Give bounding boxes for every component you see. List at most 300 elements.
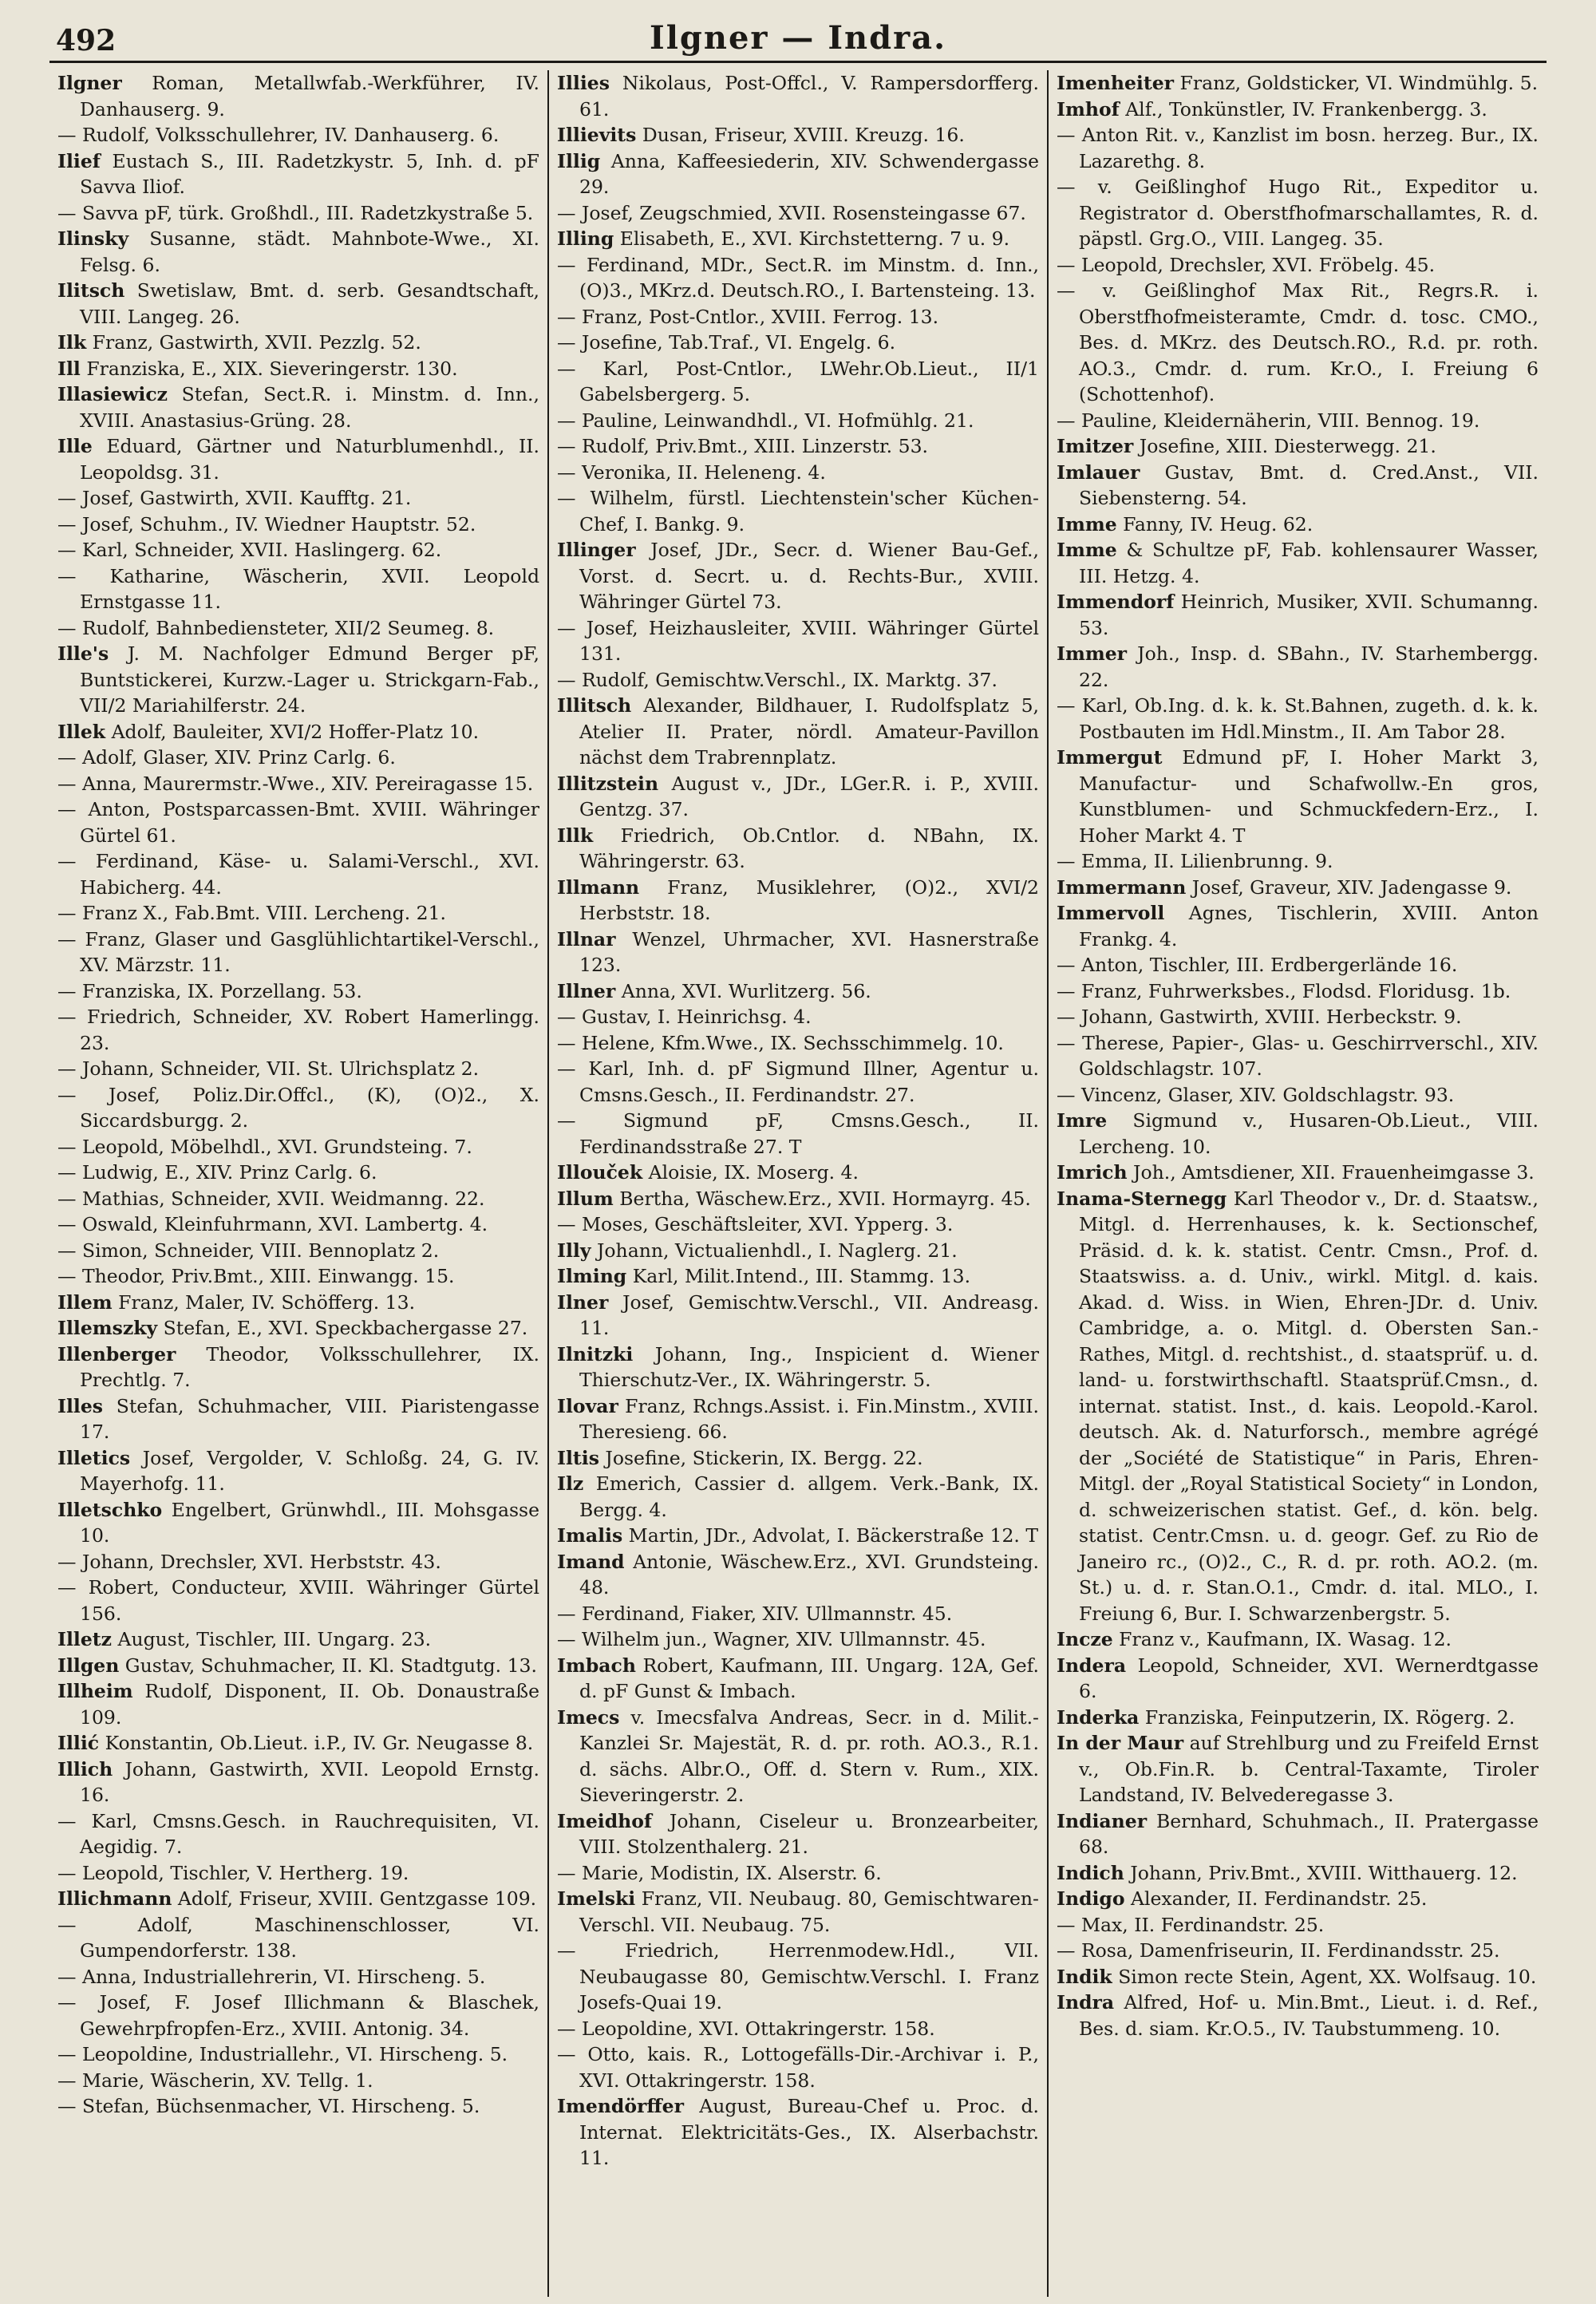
entry-details: Sigmund v., Husaren-Ob.Lieut., VIII. Lercheng. 10. xyxy=(1079,1109,1539,1158)
entry-details: — Karl, Schneider, XVII. Haslingerg. 62. xyxy=(57,539,442,561)
entry-details: — Friedrich, Herrenmodew.Hdl., VII. Neubaugasse 80, Gemischtw.Verschl. I. Franz Josefs-Quai 19. xyxy=(557,1939,1039,2014)
entry-details: — Adolf, Maschinenschlosser, VI. Gumpendorferstr. 138. xyxy=(57,1913,539,1962)
directory-entry xyxy=(57,1004,539,1056)
entry-surname: Illić xyxy=(57,1732,100,1754)
entry-details: Rudolf, Disponent, II. Ob. Donaustraße 109. xyxy=(80,1680,539,1729)
directory-entry xyxy=(57,978,539,1005)
directory-entry xyxy=(557,771,1039,823)
entry-details: — Anton, Postsparcassen-Bmt. XVIII. Währinger Gürtel 61. xyxy=(57,798,539,847)
directory-entry xyxy=(57,330,539,356)
directory-entry xyxy=(557,1004,1039,1030)
directory-entry xyxy=(557,667,1039,694)
entry-surname: Indigo xyxy=(1057,1887,1125,1910)
entry-surname: Illetschko xyxy=(57,1498,163,1521)
directory-entry xyxy=(1057,875,1539,901)
directory-entry xyxy=(57,122,539,148)
entry-details: — Marie, Modistin, IX. Alserstr. 6. xyxy=(557,1861,882,1884)
entry-details: Fanny, IV. Heug. 62. xyxy=(1116,512,1314,535)
directory-entry xyxy=(557,433,1039,460)
directory-entry xyxy=(557,122,1039,148)
directory-entry xyxy=(57,200,539,227)
directory-entry xyxy=(1057,952,1539,978)
entry-details: — Friedrich, Schneider, XV. Robert Hamerlingg. 23. xyxy=(57,1006,539,1054)
column-1 xyxy=(49,70,547,2297)
entry-surname: Imelski xyxy=(557,1887,636,1910)
directory-entry xyxy=(1057,1626,1539,1653)
directory-entry xyxy=(57,70,539,122)
directory-entry xyxy=(1057,122,1539,174)
directory-entry xyxy=(57,356,539,382)
entry-surname: Immendorf xyxy=(1057,591,1175,613)
directory-entry xyxy=(557,1160,1039,1186)
entry-surname: Ilk xyxy=(57,331,87,354)
entry-surname: Illnar xyxy=(557,927,616,950)
entry-details: Johann, Ing., Inspicient d. Wiener Thierschutz-Ver., IX. Währingerstr. 5. xyxy=(579,1342,1039,1391)
directory-entry xyxy=(1057,433,1539,460)
entry-surname: Indera xyxy=(1057,1654,1127,1677)
entry-details: Dusan, Friseur, XVIII. Kreuzg. 16. xyxy=(636,124,965,146)
directory-entry xyxy=(557,1626,1039,1653)
entry-details: — Josef, F. Josef Illichmann & Blaschek, Gewehrpfropfen-Erz., XVIII. Antonig. 34. xyxy=(57,1991,539,2040)
entry-details: August, Bureau-Chef u. Proc. d. Internat. Elektricitäts-Ges., IX. Alserbachstr. 11. xyxy=(579,2095,1039,2169)
entry-details: Karl, Milit.Intend., III. Stammg. 13. xyxy=(626,1265,971,1287)
entry-surname: Ilgner xyxy=(57,72,122,94)
directory-entry xyxy=(57,226,539,278)
directory-entry xyxy=(57,1134,539,1160)
entry-details: Wenzel, Uhrmacher, XVI. Hasnerstraße 123. xyxy=(579,927,1039,976)
entry-details: — Josef, Zeugschmied, XVII. Rosensteingasse 67. xyxy=(557,201,1026,224)
entry-details: Stefan, Schuhmacher, VIII. Piaristengasse 17. xyxy=(80,1394,539,1443)
entry-surname: Illgen xyxy=(57,1654,120,1677)
directory-entry xyxy=(1057,1082,1539,1109)
entry-surname: Iltis xyxy=(557,1446,599,1469)
directory-entry xyxy=(1057,1808,1539,1860)
directory-entry xyxy=(1057,745,1539,848)
entry-details: — Pauline, Kleidernäherin, VIII. Bennog. 19. xyxy=(1057,409,1480,432)
directory-entry xyxy=(57,1160,539,1186)
column-2 xyxy=(547,70,1047,2297)
entry-details: auf Strehlburg und zu Freifeld Ernst v., Ob.Fin.R. b. Central-Taxamte, Tiroler Landstand, IV. Belvederegasse 3. xyxy=(1079,1732,1539,1806)
entry-details: Franziska, E., XIX. Sieveringerstr. 130. xyxy=(80,357,458,380)
directory-entry xyxy=(1057,1705,1539,1731)
directory-entry xyxy=(557,875,1039,927)
entry-surname: Immergut xyxy=(1057,746,1163,769)
entry-details: Josefine, XIII. Diesterwegg. 21. xyxy=(1133,435,1436,457)
directory-entry xyxy=(1057,1912,1539,1938)
directory-entry xyxy=(57,927,539,978)
entry-details: Anna, Kaffeesiederin, XIV. Schwendergasse 29. xyxy=(579,149,1039,198)
entry-details: — Rudolf, Volksschullehrer, IV. Danhauserg. 6. xyxy=(57,124,500,146)
entry-details: — Emma, II. Lilienbrunng. 9. xyxy=(1057,850,1333,872)
directory-entry xyxy=(57,1886,539,1912)
entry-details: Alexander, Bildhauer, I. Rudolfsplatz 5, Atelier II. Prater, nördl. Amateur-Pavillon nächst dem Trabrennplatz. xyxy=(579,694,1039,769)
entry-details: — Ferdinand, MDr., Sect.R. im Minstm. d. Inn., (O)3., MKrz.d. Deutsch.RO., I. Bartensteing. 13. xyxy=(557,253,1039,302)
directory-entry xyxy=(57,1186,539,1212)
entry-details: — Josef, Poliz.Dir.Offcl., (K), (O)2., X. Siccardsburgg. 2. xyxy=(57,1083,539,1132)
entry-details: — Adolf, Glaser, XIV. Prinz Carlg. 6. xyxy=(57,746,396,769)
directory-entry xyxy=(1057,1938,1539,1964)
entry-details: Eustach S., III. Radetzkystr. 5, Inh. d. pF Savva Iliof. xyxy=(80,149,539,198)
directory-entry xyxy=(1057,70,1539,97)
entry-details: — Ferdinand, Fiaker, XIV. Ullmannstr. 45. xyxy=(557,1602,953,1625)
entry-surname: Inama-Sternegg xyxy=(1057,1187,1227,1210)
entry-details: Karl Theodor v., Dr. d. Staatsw., Mitgl. d. Herrenhauses, k. k. Sectionschef, Präsid. d. k. k. statist. Centr. Cmsn., Prof. d. Staatswiss. a. d. Univ., wirkl. Mitgl. d. kais. Akad. d. Wiss. in Wien, Ehren-JDr. d. Univ. Cambridge, a. o. Mitgl. d. Obersten San.-Rathes, Mitgl. d. rechtshist., d. staatsprüf. u. d. land- u. forstwirthschaftl. Staatsprüf.Cmsn., d. internat. statist. Inst., d. kais. Leopold.-Karol. deutsch. Ak. d. Naturforsch., membre agrégé der „Société de Statistique“ in Paris, Ehren-Mitgl. der „Royal Statistical Society“ in London, d. schweizerischen statist. Gef., d. kön. belg. statist. Centr.Cmsn. u. d. geogr. Gef. zu Rio de Janeiro rc., (O)2., C., R. d. pr. roth. AO.2. (m. St.) u. d. r. Stan.O.1., Cmdr. d. ital. MLO., I. Freiung 6, Bur. I. Schwarzenbergstr. 5. xyxy=(1079,1187,1539,1625)
entry-surname: Imenheiter xyxy=(1057,72,1175,94)
entry-details: Joh., Amtsdiener, XII. Frauenheimgasse 3. xyxy=(1127,1161,1535,1184)
entry-details: Josefine, Stickerin, IX. Bergg. 22. xyxy=(598,1446,923,1469)
directory-entry xyxy=(57,433,539,485)
directory-entry xyxy=(557,1030,1039,1057)
entry-details: Engelbert, Grünwhdl., III. Mohsgasse 10. xyxy=(80,1498,539,1547)
directory-entry xyxy=(557,1705,1039,1808)
entry-details: Josef, Graveur, XIV. Jadengasse 9. xyxy=(1186,875,1512,899)
entry-details: Eduard, Gärtner und Naturblumenhdl., II. Leopoldsg. 31. xyxy=(80,435,539,484)
entry-details: — Ferdinand, Käse- u. Salami-Verschl., XVI. Habicherg. 44. xyxy=(57,850,539,899)
entry-details: — Leopoldine, Industriallehr., VI. Hirscheng. 5. xyxy=(57,2043,508,2065)
entry-details: — Marie, Wäscherin, XV. Tellg. 1. xyxy=(57,2069,373,2092)
directory-entry xyxy=(557,1523,1039,1549)
directory-entry xyxy=(1057,537,1539,589)
directory-entry xyxy=(557,1445,1039,1472)
directory-entry xyxy=(57,1575,539,1626)
entry-surname: Illner xyxy=(557,979,616,1002)
entry-surname: Illig xyxy=(557,149,601,172)
directory-entry xyxy=(557,2041,1039,2093)
entry-details: Elisabeth, E., XVI. Kirchstetterng. 7 u. 9. xyxy=(614,227,1010,250)
directory-entry xyxy=(557,408,1039,434)
entry-surname: Imendörffer xyxy=(557,2095,685,2117)
entry-surname: Illmann xyxy=(557,875,640,899)
entry-surname: Ille xyxy=(57,435,93,457)
directory-entry xyxy=(57,1497,539,1549)
page-header xyxy=(49,14,1547,63)
entry-surname: In der Maur xyxy=(1057,1732,1184,1754)
directory-entry xyxy=(57,512,539,538)
entry-surname: Ilief xyxy=(57,149,101,172)
directory-entry xyxy=(557,356,1039,408)
entry-surname: Illemszky xyxy=(57,1317,158,1339)
entry-details: Gustav, Bmt. d. Cred.Anst., VII. Siebensterng. 54. xyxy=(1079,460,1539,509)
directory-entry xyxy=(1057,252,1539,279)
directory-entry xyxy=(57,1549,539,1575)
entry-surname: Illek xyxy=(57,720,106,743)
entry-surname: Illievits xyxy=(557,124,637,146)
directory-entry xyxy=(57,1964,539,1990)
directory-entry xyxy=(1057,1004,1539,1030)
entry-details: Stefan, E., XVI. Speckbachergasse 27. xyxy=(157,1317,528,1339)
entry-details: Franziska, Feinputzerin, IX. Rögerg. 2. xyxy=(1139,1705,1515,1729)
entry-details: Martin, JDr., Advolat, I. Bäckerstraße 12. T xyxy=(622,1524,1039,1547)
directory-entry xyxy=(57,771,539,797)
entry-details: — Rosa, Damenfriseurin, II. Ferdinandsstr. 25. xyxy=(1057,1939,1500,1962)
entry-details: — Franz, Fuhrwerksbes., Flodsd. Floridusg. 1b. xyxy=(1057,979,1511,1002)
directory-entry xyxy=(557,1653,1039,1705)
directory-entry xyxy=(557,1056,1039,1108)
entry-surname: Illetics xyxy=(57,1446,131,1469)
entry-surname: Imme xyxy=(1057,539,1117,561)
directory-entry xyxy=(1057,693,1539,745)
entry-surname: Ille's xyxy=(57,642,109,665)
entry-surname: Illing xyxy=(557,227,614,250)
directory-entry xyxy=(557,330,1039,356)
entry-surname: Ilinsky xyxy=(57,227,129,250)
entry-surname: Illichmann xyxy=(57,1887,172,1910)
entry-details: Swetislaw, Bmt. d. serb. Gesandtschaft, VIII. Langeg. 26. xyxy=(80,279,539,328)
directory-entry xyxy=(557,460,1039,486)
directory-entry xyxy=(57,1860,539,1887)
entry-details: — Karl, Cmsns.Gesch. in Rauchrequisiten, VI. Aegidig. 7. xyxy=(57,1809,539,1858)
entry-details: — Johann, Drechsler, XVI. Herbststr. 43. xyxy=(57,1550,441,1573)
entry-surname: Imand xyxy=(557,1550,625,1573)
directory-entry xyxy=(57,1211,539,1238)
entry-details: — Rudolf, Bahnbediensteter, XII/2 Seumeg. 8. xyxy=(57,616,495,639)
entry-details: — Karl, Inh. d. pF Sigmund Illner, Agentur u. Cmsns.Gesch., II. Ferdinandstr. 27. xyxy=(557,1057,1039,1106)
entry-details: — Simon, Schneider, VIII. Bennoplatz 2. xyxy=(57,1239,440,1262)
directory-entry xyxy=(57,278,539,330)
directory-entry xyxy=(557,1342,1039,1393)
directory-entry xyxy=(1057,1886,1539,1912)
entry-surname: Immervoll xyxy=(1057,902,1165,924)
directory-entry xyxy=(57,1757,539,1808)
entry-details: — Karl, Post-Cntlor., LWehr.Ob.Lieut., II/1 Gabelsbergerg. 5. xyxy=(557,357,1039,405)
entry-details: — Franz, Glaser und Gasglühlichtartikel-Verschl., XV. Märzstr. 11. xyxy=(57,927,539,976)
entry-details: — Franz X., Fab.Bmt. VIII. Lercheng. 21. xyxy=(57,902,447,924)
entry-surname: Illitzstein xyxy=(557,772,659,795)
directory-entry xyxy=(57,719,539,745)
directory-entry xyxy=(557,252,1039,304)
entry-details: J. M. Nachfolger Edmund Berger pF, Buntstickerei, Kurzw.-Lager u. Strickgarn-Fab., VII/2 Mariahilferstr. 24. xyxy=(80,642,539,717)
directory-entry xyxy=(1057,1108,1539,1160)
directory-entry xyxy=(57,2068,539,2094)
directory-entry xyxy=(557,148,1039,200)
directory-entry xyxy=(1057,408,1539,434)
entry-details: — Theodor, Priv.Bmt., XIII. Einwangg. 15. xyxy=(57,1265,455,1287)
directory-entry xyxy=(557,927,1039,978)
directory-entry xyxy=(1057,174,1539,252)
entry-surname: Imlauer xyxy=(1057,460,1140,484)
entry-details: — Anton, Tischler, III. Erdbergerlände 16. xyxy=(1057,954,1458,976)
entry-surname: Imitzer xyxy=(1057,435,1134,457)
entry-details: Leopold, Schneider, XVI. Wernerdtgasse 6. xyxy=(1079,1654,1539,1702)
directory-entry xyxy=(557,226,1039,252)
directory-entry xyxy=(1057,1653,1539,1705)
directory-entry xyxy=(57,1808,539,1860)
entry-surname: Illk xyxy=(557,824,594,847)
directory-entry xyxy=(57,1990,539,2041)
entry-details: Bertha, Wäschew.Erz., XVII. Hormayrg. 45. xyxy=(613,1187,1031,1210)
entry-surname: Immermann xyxy=(1057,875,1187,899)
entry-surname: Indich xyxy=(1057,1861,1124,1884)
entry-details: — Savva pF, türk. Großhdl., III. Radetzkystraße 5. xyxy=(57,201,534,224)
directory-entry xyxy=(557,1211,1039,1238)
entry-surname: Indianer xyxy=(1057,1809,1148,1832)
directory-entry xyxy=(57,1238,539,1264)
directory-entry xyxy=(1057,848,1539,875)
entry-surname: Ilovar xyxy=(557,1394,618,1417)
directory-entry xyxy=(557,70,1039,122)
directory-entry xyxy=(57,615,539,642)
entry-surname: Imbach xyxy=(557,1654,636,1677)
directory-entry xyxy=(57,796,539,848)
entry-details: — Anna, Industriallehrerin, VI. Hirscheng. 5. xyxy=(57,1965,486,1988)
entry-details: Susanne, städt. Mahnbote-Wwe., XI. Felsg. 6. xyxy=(80,227,539,276)
entry-details: Heinrich, Musiker, XVII. Schumanng. 53. xyxy=(1079,591,1539,639)
entry-details: — Moses, Geschäftsleiter, XVI. Ypperg. 3. xyxy=(557,1213,954,1235)
entry-surname: Immer xyxy=(1057,642,1128,665)
entry-surname: Indik xyxy=(1057,1965,1112,1988)
entry-details: — Josef, Heizhausleiter, XVIII. Währinger Gürtel 131. xyxy=(557,616,1039,665)
directory-entry xyxy=(57,1445,539,1497)
entry-details: Gustav, Schuhmacher, II. Kl. Stadtgutg. 13. xyxy=(119,1654,537,1677)
directory-entry xyxy=(1057,278,1539,408)
directory-entry xyxy=(557,1808,1039,1860)
entry-details: Robert, Kaufmann, III. Ungarg. 12A, Gef. d. pF Gunst & Imbach. xyxy=(579,1654,1039,1702)
entry-surname: Illy xyxy=(557,1239,591,1262)
entry-details: — Max, II. Ferdinandstr. 25. xyxy=(1057,1913,1325,1936)
entry-surname: Illum xyxy=(557,1187,614,1210)
directory-entry xyxy=(557,1263,1039,1290)
entry-surname: Illouček xyxy=(557,1161,643,1184)
entry-surname: Ilming xyxy=(557,1265,627,1287)
entry-details: Alfred, Hof- u. Min.Bmt., Lieut. i. d. Ref., Bes. d. siam. Kr.O.5., IV. Taubstummeng. 10. xyxy=(1079,1991,1539,2040)
directory-entry xyxy=(557,978,1039,1005)
entry-surname: Incze xyxy=(1057,1628,1113,1650)
entry-surname: Illinger xyxy=(557,539,636,561)
entry-surname: Ill xyxy=(57,357,81,380)
directory-entry xyxy=(557,693,1039,771)
entry-details: — Franziska, IX. Porzellang. 53. xyxy=(57,979,362,1002)
directory-entry xyxy=(1057,1990,1539,2041)
directory-entry xyxy=(557,200,1039,227)
directory-entry xyxy=(57,381,539,433)
running-head: Ilgner — Indra. xyxy=(649,18,946,57)
entry-details: Alexander, II. Ferdinandstr. 25. xyxy=(1124,1887,1428,1910)
entry-details: Aloisie, IX. Moserg. 4. xyxy=(642,1161,859,1184)
entry-details: — Josef, Gastwirth, XVII. Kaufftg. 21. xyxy=(57,487,412,509)
entry-surname: Illes xyxy=(57,1394,104,1417)
directory-entry xyxy=(557,537,1039,615)
entry-details: — Leopoldine, XVI. Ottakringerstr. 158. xyxy=(557,2017,935,2040)
directory-entry xyxy=(1057,641,1539,693)
directory-entry xyxy=(557,1860,1039,1887)
entry-details: Anna, XVI. Wurlitzerg. 56. xyxy=(615,979,871,1002)
entry-details: — Wilhelm, fürstl. Liechtenstein'scher Küchen-Chef, I. Bankg. 9. xyxy=(557,487,1039,535)
entry-details: — Vincenz, Glaser, XIV. Goldschlagstr. 93. xyxy=(1057,1083,1455,1106)
entry-surname: Imre xyxy=(1057,1109,1108,1132)
directory-entry xyxy=(557,1938,1039,2016)
entry-details: — Josefine, Tab.Traf., VI. Engelg. 6. xyxy=(557,331,896,354)
entry-details: — Stefan, Büchsenmacher, VI. Hirscheng. 5. xyxy=(57,2095,480,2117)
entry-surname: Illich xyxy=(57,1757,113,1780)
entry-details: Franz v., Kaufmann, IX. Wasag. 12. xyxy=(1112,1628,1452,1650)
entry-details: Johann, Ciseleur u. Bronzearbeiter, VIII. Stolzenthalerg. 21. xyxy=(579,1809,1039,1858)
entry-details: — Rudolf, Priv.Bmt., XIII. Linzerstr. 53. xyxy=(557,435,928,457)
directory-entry xyxy=(1057,1186,1539,1627)
directory-entry xyxy=(57,2093,539,2120)
directory-entry xyxy=(1057,512,1539,538)
entry-details: Edmund pF, I. Hoher Markt 3, Manufactur- und Schafwollw.-En gros, Kunstblumen- und Schmuckfedern-Erz., I. Hoher Markt 4. T xyxy=(1079,746,1539,847)
entry-details: — Josef, Schuhm., IV. Wiedner Hauptstr. 52. xyxy=(57,512,476,535)
entry-surname: Imecs xyxy=(557,1705,620,1729)
directory-entry xyxy=(557,1601,1039,1627)
entry-details: — Karl, Ob.Ing. d. k. k. St.Bahnen, zugeth. d. k. k. Postbauten im Hdl.Minstm., II. Am Tabor 28. xyxy=(1057,694,1539,743)
directory-entry xyxy=(557,2016,1039,2042)
entry-surname: Imeidhof xyxy=(557,1809,653,1832)
entry-details: — Anton Rit. v., Kanzlist im bosn. herzeg. Bur., IX. Lazarethg. 8. xyxy=(1057,124,1539,172)
entry-details: Johann, Priv.Bmt., XVIII. Witthauerg. 12. xyxy=(1124,1861,1518,1884)
entry-details: August, Tischler, III. Ungarg. 23. xyxy=(112,1628,432,1650)
directory-entry xyxy=(1057,978,1539,1005)
entry-details: — Robert, Conducteur, XVIII. Währinger Gürtel 156. xyxy=(57,1576,539,1625)
entry-details: Roman, Metallwfab.-Werkführer, IV. Danhauserg. 9. xyxy=(80,72,539,121)
entry-details: Theodor, Volksschullehrer, IX. Prechtlg. 7. xyxy=(80,1342,539,1391)
entry-details: — Pauline, Leinwandhdl., VI. Hofmühlg. 21. xyxy=(557,409,974,432)
entry-details: — Gustav, I. Heinrichsg. 4. xyxy=(557,1006,812,1028)
entry-details: — Leopold, Drechsler, XVI. Fröbelg. 45. xyxy=(1057,253,1436,276)
entry-details: — Ludwig, E., XIV. Prinz Carlg. 6. xyxy=(57,1161,377,1184)
entry-details: — Wilhelm jun., Wagner, XIV. Ullmannstr. 45. xyxy=(557,1628,986,1650)
entry-details: Konstantin, Ob.Lieut. i.P., IV. Gr. Neugasse 8. xyxy=(99,1732,534,1754)
entry-details: — Therese, Papier-, Glas- u. Geschirrverschl., XIV. Goldschlagstr. 107. xyxy=(1057,1031,1539,1080)
entry-details: Josef, Vergolder, V. Schloßg. 24, G. IV. Mayerhofg. 11. xyxy=(80,1446,539,1495)
entry-surname: Illitsch xyxy=(557,694,632,717)
directory-entry xyxy=(557,1290,1039,1342)
entry-details: & Schultze pF, Fab. kohlensaurer Wasser, III. Hetzg. 4. xyxy=(1079,539,1539,587)
directory-entry xyxy=(57,1626,539,1653)
entry-details: — Sigmund pF, Cmsns.Gesch., II. Ferdinandsstraße 27. T xyxy=(557,1109,1039,1158)
directory-entry xyxy=(557,1549,1039,1601)
entry-surname: Illheim xyxy=(57,1680,133,1702)
directory-entry xyxy=(57,848,539,900)
entry-details: — Helene, Kfm.Wwe., IX. Sechsschimmelg. 10. xyxy=(557,1031,1004,1054)
directory-entry xyxy=(57,148,539,200)
entry-details: Joh., Insp. d. SBahn., IV. Starhembergg. 22. xyxy=(1079,642,1539,691)
entry-details: — Leopold, Möbelhdl., XVI. Grundsteing. 7. xyxy=(57,1135,472,1158)
entry-details: Franz, VII. Neubaug. 80, Gemischtwaren-Verschl. VII. Neubaug. 75. xyxy=(579,1887,1039,1936)
entry-surname: Ilnitzki xyxy=(557,1342,634,1365)
entry-details: — v. Geißlinghof Max Rit., Regrs.R. i. Oberstfhofmeisteramte, Cmdr. d. tosc. CMO., Bes. d. MKrz. des Deutsch.RO., R.d. pr. roth. AO.3., Cmdr. d. rum. Kr.O., I. Freiung 6 (Schottenhof). xyxy=(1057,279,1539,405)
directory-entry xyxy=(1057,900,1539,952)
page-number: 492 xyxy=(56,24,117,57)
entry-details: Franz, Musiklehrer, (O)2., XVI/2 Herbststr. 18. xyxy=(579,875,1039,924)
entry-details: Franz, Maler, IV. Schöfferg. 13. xyxy=(112,1290,416,1314)
directory-entry xyxy=(557,1886,1039,1938)
directory-entry xyxy=(57,641,539,719)
directory-entry xyxy=(557,1186,1039,1212)
entry-details: — Franz, Post-Cntlor., XVIII. Ferrog. 13. xyxy=(557,305,939,328)
entry-details: Alf., Tonkünstler, IV. Frankenbergg. 3. xyxy=(1119,97,1487,121)
directory-entry xyxy=(1057,97,1539,123)
entry-details: Franz, Rchngs.Assist. i. Fin.Minstm., XVIII. Theresieng. 66. xyxy=(579,1394,1039,1443)
directory-entry xyxy=(1057,1160,1539,1186)
entry-details: Stefan, Sect.R. i. Minstm. d. Inn., XVIII. Anastasius-Grüng. 28. xyxy=(80,383,539,432)
directory-entry xyxy=(57,537,539,563)
entry-details: August v., JDr., LGer.R. i. P., XVIII. Gentzg. 37. xyxy=(579,772,1039,820)
directory-entry xyxy=(557,1471,1039,1523)
entry-surname: Illenberger xyxy=(57,1342,176,1365)
directory-entry xyxy=(57,2041,539,2068)
directory-entry xyxy=(57,1653,539,1679)
entry-surname: Indra xyxy=(1057,1991,1115,2014)
directory-entry xyxy=(57,745,539,771)
entry-surname: Illem xyxy=(57,1290,113,1314)
directory-entry xyxy=(557,1238,1039,1264)
entry-details: — Oswald, Kleinfuhrmann, XVI. Lambertg. 4. xyxy=(57,1213,488,1235)
directory-entry xyxy=(57,1263,539,1290)
entry-details: — Veronika, II. Heleneng. 4. xyxy=(557,460,826,484)
directory-entry xyxy=(557,615,1039,667)
entry-details: — v. Geißlinghof Hugo Rit., Expeditor u. Registrator d. Oberstfhofmarschallamtes, R. d. päpstl. Grg.O., VIII. Langeg. 35. xyxy=(1057,176,1539,250)
